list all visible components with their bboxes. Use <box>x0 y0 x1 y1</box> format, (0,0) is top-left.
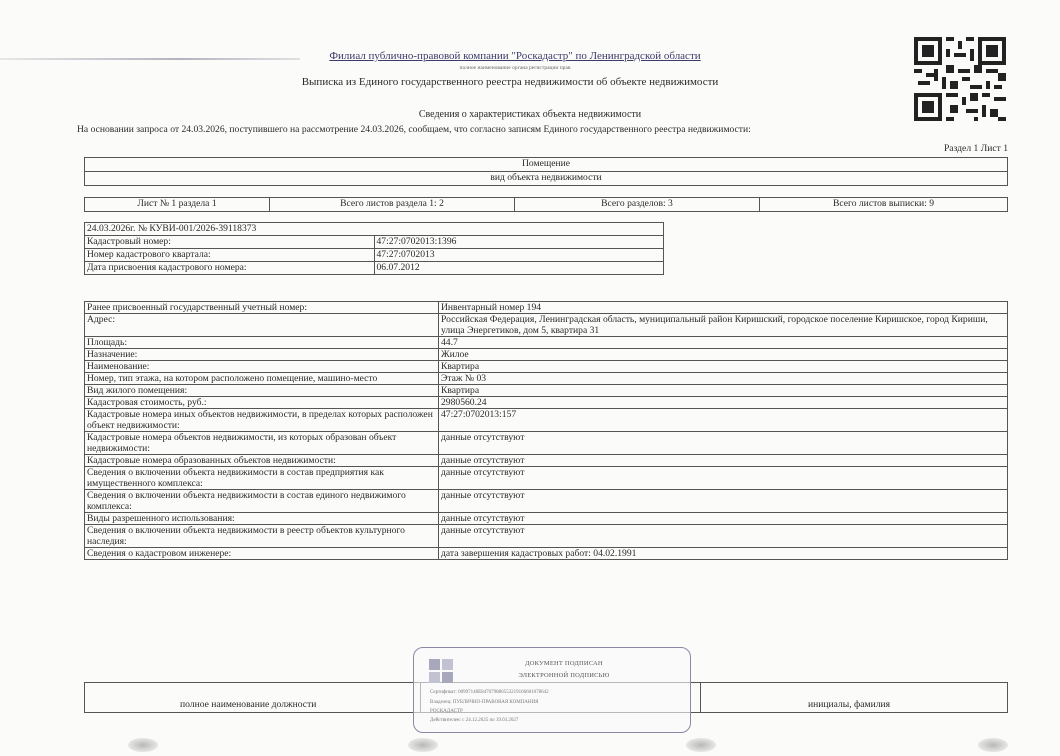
stamp-owner-name: РОСКАДАСТР <box>430 709 463 714</box>
field-label: Номер, тип этажа, на котором расположено помещение, машино-место <box>85 373 439 385</box>
registration-table <box>84 222 664 275</box>
characteristics-table <box>84 301 1008 560</box>
object-type: Помещение <box>85 158 1008 172</box>
table-row <box>85 467 1008 490</box>
stamp-certificate: Сертификат: 00997148E847079880553219166601078642 <box>430 690 549 695</box>
signature-divider <box>1007 682 1008 712</box>
field-value: данные отсутствуют <box>439 490 1008 513</box>
scan-artifact <box>128 738 158 752</box>
field-label: Сведения о включении объекта недвижимости в реестр объектов культурного наследия: <box>85 525 439 548</box>
field-label: Номер кадастрового квартала: <box>85 249 375 262</box>
field-label: Кадастровые номера объектов недвижимости, из которых образован объект недвижимости: <box>85 432 439 455</box>
field-value: данные отсутствуют <box>439 455 1008 467</box>
field-label: Сведения о включении объекта недвижимости в состав предприятия как имущественного комплекса: <box>85 467 439 490</box>
field-value: 2980560.24 <box>439 397 1008 409</box>
field-value: данные отсутствуют <box>439 525 1008 548</box>
section-sheet-count: Всего листов раздела 1: 2 <box>270 198 515 212</box>
object-type-caption: вид объекта недвижимости <box>85 172 1008 186</box>
organization-name: Филиал публично-правовой компании "Роскадастр" по Ленинградской области <box>329 50 701 62</box>
field-value: данные отсутствуют <box>439 513 1008 525</box>
field-value: Квартира <box>439 385 1008 397</box>
organization-caption: полное наименование органа регистрации прав <box>459 65 571 71</box>
table-row <box>85 262 664 275</box>
table-row <box>85 513 1008 525</box>
field-label: Сведения о кадастровом инженере: <box>85 548 439 560</box>
position-caption: полное наименование должности <box>180 699 317 710</box>
field-label: Кадастровые номера образованных объектов недвижимости: <box>85 455 439 467</box>
section-sheet-label: Раздел 1 Лист 1 <box>943 143 1008 154</box>
table-row <box>85 349 1008 361</box>
object-type-table <box>84 157 1008 186</box>
table-row <box>85 548 1008 560</box>
request-basis: На основании запроса от 24.03.2026, поступившего на рассмотрение 24.03.2026, сообщаем, что согласно записям Единого государственного реестра недвижимости: <box>77 124 751 135</box>
table-row <box>85 455 1008 467</box>
field-value: 44.7 <box>439 337 1008 349</box>
table-row <box>85 302 1008 314</box>
stamp-validity: Действителен: с 24.12.2025 по 19.03.2027 <box>430 718 519 723</box>
extract-sheet-count: Всего листов выписки: 9 <box>760 198 1008 212</box>
table-row <box>85 249 664 262</box>
field-label: Кадастровые номера иных объектов недвижимости, в пределах которых расположен объект недвижимости: <box>85 409 439 432</box>
table-row <box>85 337 1008 349</box>
scan-artifact <box>0 58 300 60</box>
scan-artifact <box>408 738 438 752</box>
sheet-info-table <box>84 197 1008 212</box>
document-title: Выписка из Единого государственного реестра недвижимости об объекте недвижимости <box>301 76 719 88</box>
roskadastr-logo-icon <box>426 656 456 686</box>
field-label: Наименование: <box>85 361 439 373</box>
field-value: Инвентарный номер 194 <box>439 302 1008 314</box>
table-row <box>85 397 1008 409</box>
field-label: Назначение: <box>85 349 439 361</box>
field-value: данные отсутствуют <box>439 467 1008 490</box>
table-row <box>85 385 1008 397</box>
table-row <box>85 361 1008 373</box>
section-count: Всего разделов: 3 <box>515 198 760 212</box>
stamp-title-line1: ДОКУМЕНТ ПОДПИСАН <box>525 660 603 667</box>
sheet-number: Лист № 1 раздела 1 <box>85 198 270 212</box>
signature-divider <box>700 682 701 712</box>
field-label: Ранее присвоенный государственный учетный номер: <box>85 302 439 314</box>
field-label: Дата присвоения кадастрового номера: <box>85 262 375 275</box>
qr-code-icon <box>914 36 1006 122</box>
field-label: Адрес: <box>85 314 439 337</box>
scan-artifact <box>686 738 716 752</box>
table-row <box>85 490 1008 513</box>
field-value: Жилое <box>439 349 1008 361</box>
stamp-owner: Владелец: ПУБЛИЧНО-ПРАВОВАЯ КОМПАНИЯ <box>430 700 539 705</box>
electronic-signature-stamp <box>413 647 691 733</box>
field-label: Вид жилого помещения: <box>85 385 439 397</box>
field-value: Этаж № 03 <box>439 373 1008 385</box>
field-label: Сведения о включении объекта недвижимости в состав единого недвижимого комплекса: <box>85 490 439 513</box>
table-row <box>85 236 664 249</box>
table-row <box>85 373 1008 385</box>
table-row <box>85 432 1008 455</box>
field-value: Квартира <box>439 361 1008 373</box>
table-row <box>85 409 1008 432</box>
table-row <box>85 314 1008 337</box>
name-caption: инициалы, фамилия <box>808 699 891 710</box>
field-label: Кадастровая стоимость, руб.: <box>85 397 439 409</box>
field-value: 47:27:0702013:157 <box>439 409 1008 432</box>
field-value: дата завершения кадастровых работ: 04.02.1991 <box>439 548 1008 560</box>
field-value: данные отсутствуют <box>439 432 1008 455</box>
field-label: Кадастровый номер: <box>85 236 375 249</box>
section-subtitle: Сведения о характеристиках объекта недвижимости <box>418 109 642 120</box>
scan-artifact <box>978 738 1008 752</box>
field-value: Российская Федерация, Ленинградская область, муниципальный район Киришский, городское поселение Киришское, город Кириши, улица Энергетиков, дом 5, квартира 31 <box>439 314 1008 337</box>
field-value: 06.07.2012 <box>374 262 664 275</box>
field-label: Площадь: <box>85 337 439 349</box>
field-label: Виды разрешенного использования: <box>85 513 439 525</box>
field-value: 47:27:0702013:1396 <box>374 236 664 249</box>
signature-divider <box>84 682 85 712</box>
table-row <box>85 525 1008 548</box>
extract-date-number: 24.03.2026г. № КУВИ-001/2026-39118373 <box>85 223 664 236</box>
field-value: 47:27:0702013 <box>374 249 664 262</box>
stamp-title-line2: ЭЛЕКТРОННОЙ ПОДПИСЬЮ <box>518 672 610 679</box>
